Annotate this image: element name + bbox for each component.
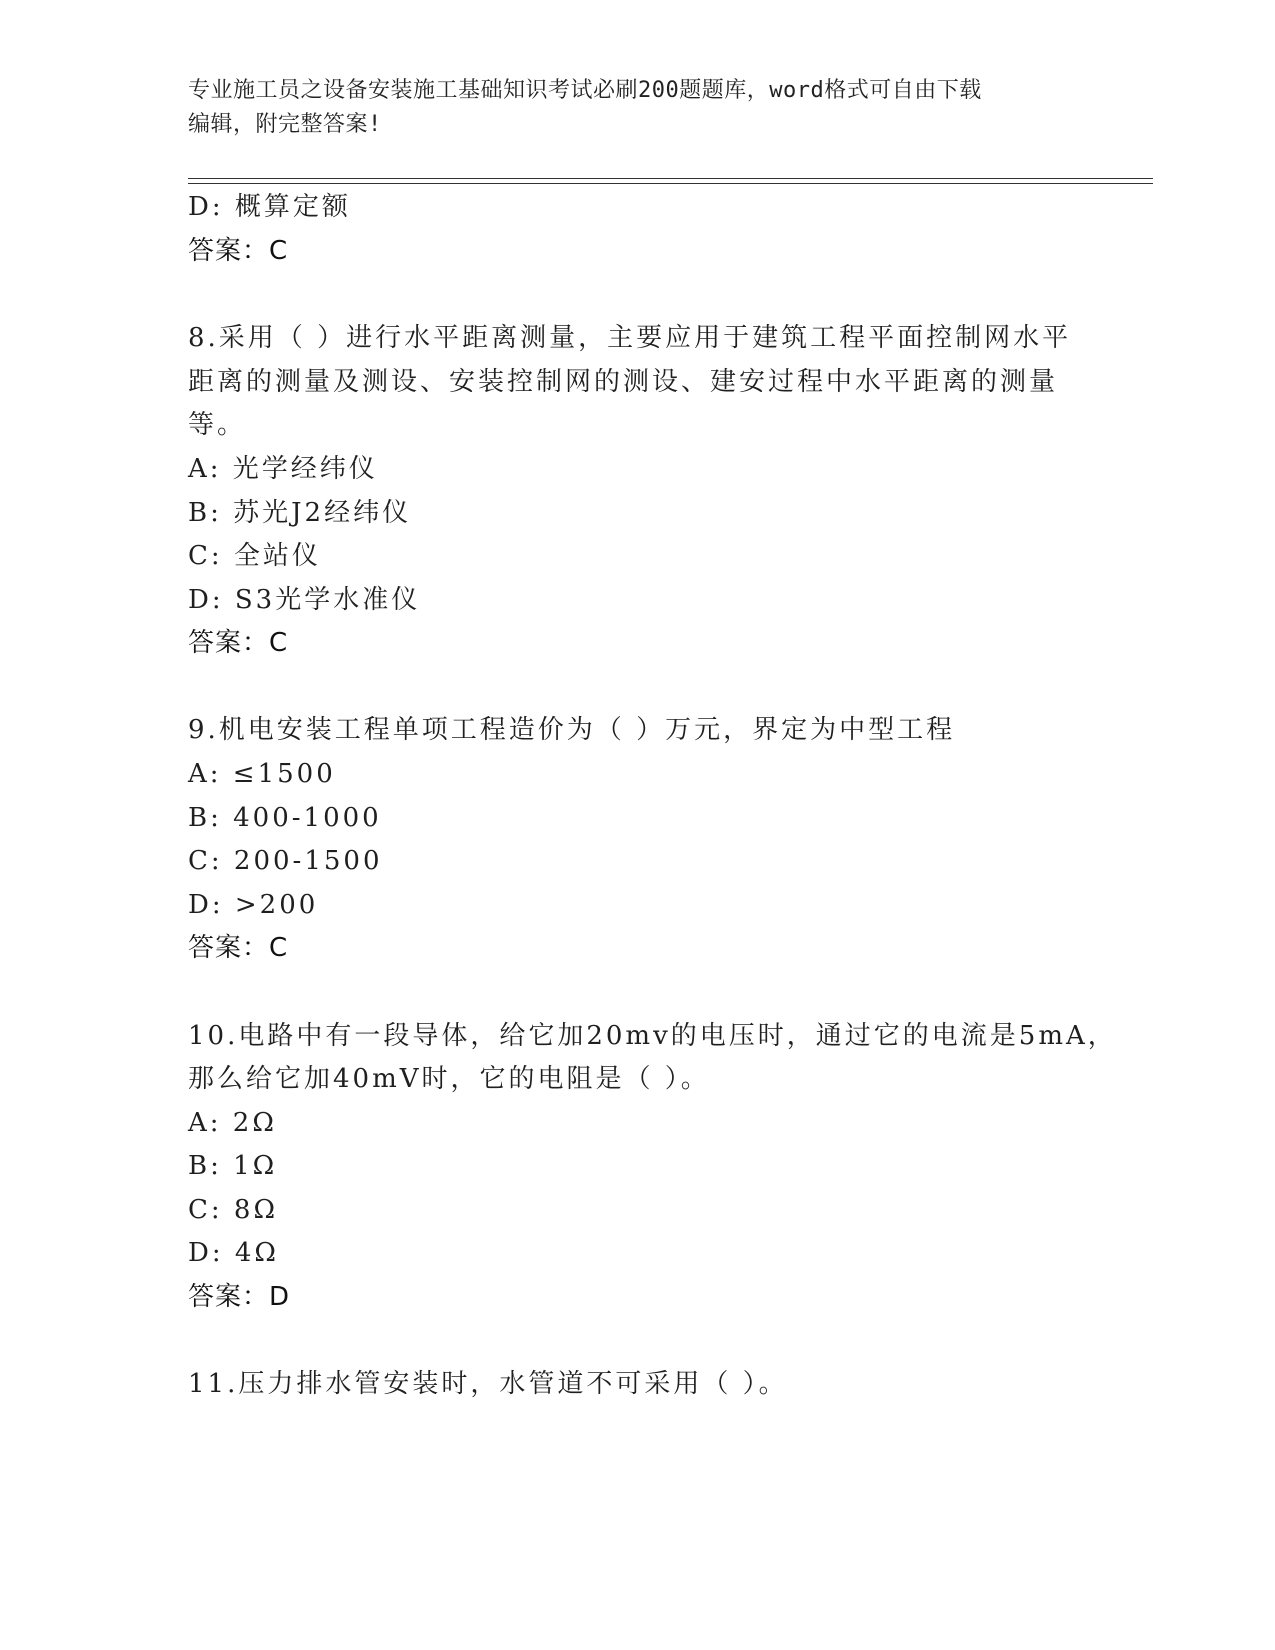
q8-answer: 答案：C	[188, 628, 289, 658]
q10-option-c: C: 8Ω	[188, 1195, 279, 1225]
q8-option-b: B: 苏光J2经纬仪	[188, 498, 412, 528]
q7-answer: 答案：C	[188, 236, 289, 266]
q8-option-c: C: 全站仪	[188, 541, 321, 571]
header-divider-top	[188, 178, 1153, 179]
q10-stem-line-1: 10.电路中有一段导体，给它加20mv的电压时，通过它的电流是5mA，	[188, 1021, 1117, 1051]
q10-option-d: D: 4Ω	[188, 1238, 279, 1268]
q10-option-a: A: 2Ω	[188, 1108, 277, 1138]
q8-stem-line-2: 距离的测量及测设、安装控制网的测设、建安过程中水平距离的测量	[188, 367, 1059, 397]
header-divider-bottom	[188, 183, 1153, 184]
q8-option-a: A: 光学经纬仪	[188, 454, 378, 484]
q9-answer: 答案：C	[188, 933, 289, 963]
q10-stem-line-2: 那么给它加40mV时，它的电阻是（ ）。	[188, 1064, 710, 1094]
q9-option-c: C: 200-1500	[188, 846, 383, 876]
q7-option-d: D: 概算定额	[188, 192, 351, 222]
q8-stem-line-1: 8.采用（ ）进行水平距离测量，主要应用于建筑工程平面控制网水平	[188, 323, 1072, 353]
q8-option-d: D: S3光学水准仪	[188, 585, 421, 615]
q9-option-a: A: ≤1500	[188, 759, 336, 789]
q9-option-b: B: 400-1000	[188, 803, 382, 833]
page-header	[188, 74, 1088, 142]
q8-stem-line-3: 等。	[188, 410, 247, 440]
q9-stem-line-1: 9.机电安装工程单项工程造价为（ ）万元，界定为中型工程	[188, 715, 956, 745]
q10-answer: 答案：D	[188, 1282, 291, 1312]
q9-option-d: D: >200	[188, 890, 319, 920]
q10-option-b: B: 1Ω	[188, 1151, 278, 1181]
header-line-2: 编辑，附完整答案!	[188, 112, 382, 137]
q11-stem-line-1: 11.压力排水管安装时，水管道不可采用（ ）。	[188, 1369, 788, 1399]
header-line-1: 专业施工员之设备安装施工基础知识考试必刷200题题库，word格式可自由下载	[188, 78, 982, 103]
